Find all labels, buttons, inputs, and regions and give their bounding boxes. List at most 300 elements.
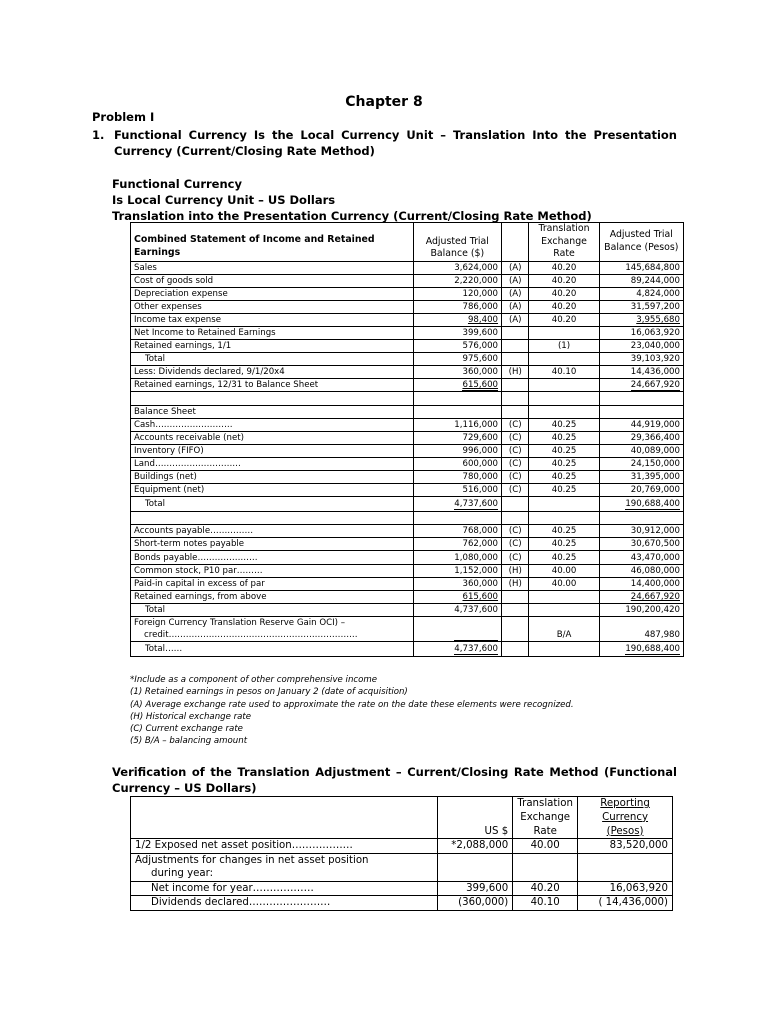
row-code-text: (A) [508,262,522,273]
row-rate-text: 40.25 [551,472,577,483]
row-code [502,261,529,274]
row-label [131,418,414,431]
row-label-cont: credit………………………………………………………… [144,629,358,640]
row-usd-text: 729,600 [462,432,499,443]
chapter-title: Chapter 8 [345,94,423,110]
row-rate [529,525,599,538]
row-peso [599,353,683,366]
row-peso-text: 20,769,000 [630,485,680,496]
row-usd-text: 1,116,000 [454,419,499,430]
verification-table [130,796,673,911]
reporting-currency-label: Reporting Currency (Pesos) [600,798,650,837]
row-code [502,274,529,287]
row-usd-text: 360,000 [462,367,499,378]
row-label [131,525,414,538]
row-peso-text: 16,063,920 [630,328,680,339]
verification-usd-text: 399,600 [466,882,509,894]
verification-peso-text: ( 14,436,000) [598,897,668,909]
row-rate [529,538,599,551]
fc-line-3: Translation into the Presentation Currency (Current/Closing Rate Method) [112,209,592,223]
verification-label-text: Net income for year……………… [151,882,314,894]
row-usd [413,616,501,641]
row-peso [599,590,683,603]
row-usd-text: 768,000 [462,526,499,537]
row-usd-text: 98,400 [467,314,499,325]
row-peso-text: 29,366,400 [630,432,680,443]
row-rate-text: 40.25 [551,539,577,550]
row-code-text: (A) [508,314,522,325]
row-label-text: Accounts payable…………… [134,526,254,537]
row-code-text: (C) [508,526,522,537]
row-peso [599,300,683,313]
row-usd [413,564,501,577]
table-row [131,881,673,896]
usd-label: US $ [484,825,509,837]
table-row [131,405,684,418]
row-peso-text: 39,103,920 [630,354,680,365]
verification-peso [578,839,673,854]
row-usd [413,551,501,564]
row-label [131,340,414,353]
row-label-text: Land………………………… [134,458,241,469]
table-row [131,457,684,470]
row-usd [413,340,501,353]
row-usd-text: 615,600 [462,591,499,602]
verification-table-body [131,839,673,911]
row-peso [599,457,683,470]
row-code-text: (C) [508,552,522,563]
row-label-text: Total…… [145,643,183,654]
row-usd [413,538,501,551]
row-label [131,564,414,577]
row-code [502,300,529,313]
row-label [131,405,414,418]
table-header-row [131,223,684,262]
table-row [131,471,684,484]
row-label [131,484,414,497]
row-code-text: (C) [508,539,522,550]
row-peso [599,444,683,457]
row-rate-text: 40.25 [551,552,577,563]
row-rate [529,300,599,313]
verification-label [131,853,438,881]
verification-label [131,839,438,854]
verification-peso [578,881,673,896]
row-usd [413,261,501,274]
row-usd-text: 516,000 [462,485,499,496]
row-label [131,431,414,444]
row-usd-text: 762,000 [462,539,499,550]
row-usd [413,392,501,405]
row-peso [599,525,683,538]
row-rate-text: 40.20 [551,288,577,299]
footnote: (C) Current exchange rate [130,724,243,735]
header-adjusted-usd: Adjusted Trial Balance ($) [413,223,501,262]
translation-table [130,222,684,657]
row-label [131,379,414,392]
row-peso [599,641,683,656]
row-rate-text: 40.20 [551,275,577,286]
row-label-text: Balance Sheet [134,406,196,417]
row-label-text: Accounts receivable (net) [134,432,244,443]
row-rate [529,471,599,484]
fc-line-2: Is Local Currency Unit – US Dollars [112,193,336,207]
row-code [502,525,529,538]
row-code [502,512,529,525]
row-peso [599,274,683,287]
row-usd [413,366,501,379]
row-label-text: Income tax expense [134,314,221,325]
row-usd [413,484,501,497]
row-label [131,274,414,287]
row-peso [599,471,683,484]
row-rate-text: 40.20 [551,314,577,325]
row-label [131,326,414,339]
row-usd [413,300,501,313]
row-label-text: Total [145,354,166,365]
row-label [131,444,414,457]
verification-header-usd [437,797,513,839]
row-label [131,471,414,484]
row-label-text: Retained earnings, 12/31 to Balance Sheet [134,380,319,391]
row-code [502,313,529,326]
row-code [502,616,529,641]
row-rate-text: B/A [556,629,572,640]
row-usd-text: 786,000 [462,301,499,312]
verification-usd-text: *2,088,000 [451,840,509,852]
row-label-text: Short-term notes payable [134,539,245,550]
verification-label [131,896,438,911]
table-row [131,287,684,300]
verification-label-text: Adjustments for changes in net asset position [135,854,369,866]
table-row [131,603,684,616]
verification-rate [513,853,578,881]
row-rate [529,274,599,287]
footnote: (A) Average exchange rate used to approximate the rate on the date these elements were recognized. [130,699,574,710]
row-rate-text: 40.20 [551,262,577,273]
verification-peso-text: 16,063,920 [609,882,668,894]
row-usd-text: 1,080,000 [454,552,499,563]
row-code-text: (H) [508,578,522,589]
row-usd-text: 399,600 [462,328,499,339]
row-rate [529,512,599,525]
row-rate [529,590,599,603]
row-code [502,287,529,300]
row-label-text: Cost of goods sold [134,275,214,286]
row-label-text: Foreign Currency Translation Reserve Gain OCI) – [134,617,345,628]
table-row [131,551,684,564]
row-peso [599,538,683,551]
table-row [131,300,684,313]
row-rate [529,431,599,444]
row-peso [599,340,683,353]
row-peso-text: 190,688,400 [625,499,680,512]
row-rate [529,392,599,405]
row-usd [413,590,501,603]
row-code [502,457,529,470]
verification-label-text: Dividends declared…………………… [151,897,331,909]
row-usd [413,577,501,590]
row-usd-text: 2,220,000 [454,275,499,286]
row-label [131,313,414,326]
problem-heading: Problem I [92,110,155,124]
row-label [131,300,414,313]
row-label [131,551,414,564]
row-label-text: Sales [134,262,157,273]
header-rate: Translation Exchange Rate [529,223,599,262]
row-rate-text: 40.25 [551,445,577,456]
row-label-text: Common stock, P10 par……… [134,565,263,576]
row-label-text: Depreciation expense [134,288,228,299]
row-usd [413,512,501,525]
table-row [131,616,684,641]
row-label [131,497,414,512]
verification-usd [437,853,513,881]
row-rate [529,353,599,366]
row-code-text: (C) [508,432,522,443]
row-code [502,431,529,444]
row-rate-text: (1) [557,341,571,352]
verification-rate [513,839,578,854]
row-label [131,641,414,656]
row-label-text: Paid-in capital in excess of par [134,578,265,589]
header-statement: Combined Statement of Income and Retained Earnings [131,223,414,262]
row-peso-text: 43,470,000 [630,552,680,563]
verification-rate-text: 40.00 [530,840,560,852]
table-row [131,577,684,590]
verification-label [131,881,438,896]
row-usd [413,313,501,326]
row-usd [413,525,501,538]
row-peso [599,261,683,274]
table-row [131,641,684,656]
table-row [131,839,673,854]
row-label-text: Retained earnings, from above [134,591,267,602]
row-usd [413,641,501,656]
verification-usd [437,881,513,896]
row-rate-text: 40.25 [551,526,577,537]
row-code-text: (H) [508,367,522,378]
table-row [131,379,684,392]
table-row [131,418,684,431]
verification-label-cont: during year: [151,868,214,880]
verification-header-peso [578,797,673,839]
verification-label-text: 1/2 Exposed net asset position……………… [135,840,353,852]
table-row [131,484,684,497]
row-peso [599,326,683,339]
row-rate [529,340,599,353]
row-usd [413,274,501,287]
row-label [131,457,414,470]
row-rate [529,418,599,431]
row-usd [413,418,501,431]
row-code-text: (C) [508,445,522,456]
row-code [502,379,529,392]
row-peso [599,431,683,444]
row-rate [529,641,599,656]
verification-heading: Verification of the Translation Adjustment – Current/Closing Rate Method (Functional Currency – US Dollars) [112,765,677,795]
row-rate [529,497,599,512]
row-peso-text: 30,912,000 [630,526,680,537]
row-label-text: Net Income to Retained Earnings [134,328,276,339]
row-label-text: Less: Dividends declared, 9/1/20x4 [134,367,285,378]
row-peso-text: 487,980 [644,629,680,640]
verification-rate-text: 40.20 [530,882,560,894]
row-rate-text: 40.00 [551,578,577,589]
table-row [131,525,684,538]
row-code [502,603,529,616]
table-row [131,896,673,911]
row-rate [529,287,599,300]
row-code [502,366,529,379]
table-row [131,444,684,457]
row-label-text: Cash……………………… [134,419,233,430]
row-code [502,444,529,457]
row-peso-text: 30,670,500 [630,539,680,550]
row-label [131,603,414,616]
translation-table-body [131,261,684,656]
row-usd [413,287,501,300]
row-peso-text: 24,150,000 [630,458,680,469]
row-label [131,261,414,274]
functional-currency-heading [112,176,592,224]
row-code-text: (A) [508,301,522,312]
row-peso-text: 24,667,920 [631,380,680,392]
row-rate [529,313,599,326]
row-usd [413,353,501,366]
row-label [131,538,414,551]
table-row [131,340,684,353]
row-peso-text: 31,597,200 [630,301,680,312]
row-label [131,512,414,525]
footnote: (1) Retained earnings in pesos on January 2 (date of acquisition) [130,687,408,698]
footnote: (5) B/A – balancing amount [130,736,248,747]
row-label [131,392,414,405]
row-code [502,497,529,512]
row-code [502,326,529,339]
row-peso [599,379,683,392]
item-text: Functional Currency Is the Local Currency Unit – Translation Into the Presentation Currency (Current/Closing Rate Method) [114,128,677,158]
item-number: 1. [92,128,105,142]
row-usd-text: 975,600 [462,354,499,365]
verification-rate [513,881,578,896]
row-label [131,366,414,379]
row-usd-text: 4,737,600 [454,604,499,615]
verification-header-rate: Translation Exchange Rate [513,797,578,839]
row-usd [413,471,501,484]
verification-rate-text: 40.10 [530,897,560,909]
table-row [131,392,684,405]
row-peso-text: 190,200,420 [625,604,680,615]
row-code-text: (C) [508,485,522,496]
row-peso [599,313,683,326]
row-code-text: (A) [508,288,522,299]
row-rate [529,366,599,379]
row-peso-text: 4,824,000 [636,288,680,299]
row-rate-text: 40.00 [551,565,577,576]
table-row [131,326,684,339]
row-usd-text: 4,737,600 [454,499,498,512]
row-rate [529,551,599,564]
row-usd-text: 4,737,600 [454,644,498,657]
row-label [131,590,414,603]
verification-header-row [131,797,673,839]
row-rate [529,564,599,577]
verification-peso [578,853,673,881]
row-usd-text: 360,000 [462,578,499,589]
row-usd [413,379,501,392]
row-label [131,577,414,590]
row-code [502,564,529,577]
row-code [502,405,529,418]
verification-header-blank [131,797,438,839]
table-row [131,512,684,525]
row-code-text: (C) [508,419,522,430]
row-label-text: Total [145,499,166,510]
row-usd [413,457,501,470]
row-usd [413,431,501,444]
row-peso [599,603,683,616]
row-usd [413,444,501,457]
row-peso [599,405,683,418]
row-label-text: Buildings (net) [134,472,197,483]
row-rate-text: 40.20 [551,301,577,312]
row-usd-text: 780,000 [462,472,499,483]
row-code-text: (A) [508,275,522,286]
row-label [131,353,414,366]
row-rate-text: 40.25 [551,432,577,443]
row-rate [529,326,599,339]
row-code [502,590,529,603]
header-adjusted-peso: Adjusted Trial Balance (Pesos) [599,223,683,262]
verification-usd [437,839,513,854]
row-peso [599,564,683,577]
row-code [502,353,529,366]
row-rate [529,379,599,392]
item-1-heading [92,127,677,159]
row-peso [599,497,683,512]
table-row [131,313,684,326]
row-rate [529,603,599,616]
row-usd-text: 615,600 [462,380,498,392]
row-rate [529,577,599,590]
row-usd-text: 996,000 [462,445,499,456]
row-code [502,538,529,551]
row-code [502,392,529,405]
row-rate [529,484,599,497]
row-code [502,418,529,431]
row-rate-text: 40.25 [551,458,577,469]
row-peso-text: 31,395,000 [630,472,680,483]
row-code [502,340,529,353]
row-peso-text: 23,040,000 [630,341,680,352]
verification-usd [437,896,513,911]
row-rate [529,616,599,641]
row-usd-text: 1,152,000 [454,565,499,576]
row-peso-text: 44,919,000 [630,419,680,430]
row-usd [413,326,501,339]
row-peso-text: 89,244,000 [630,275,680,286]
table-row [131,497,684,512]
table-row [131,261,684,274]
row-code-text: (C) [508,472,522,483]
row-peso [599,287,683,300]
table-row [131,366,684,379]
row-rate [529,457,599,470]
table-row [131,564,684,577]
row-label-text: Total [145,604,166,615]
row-peso [599,616,683,641]
